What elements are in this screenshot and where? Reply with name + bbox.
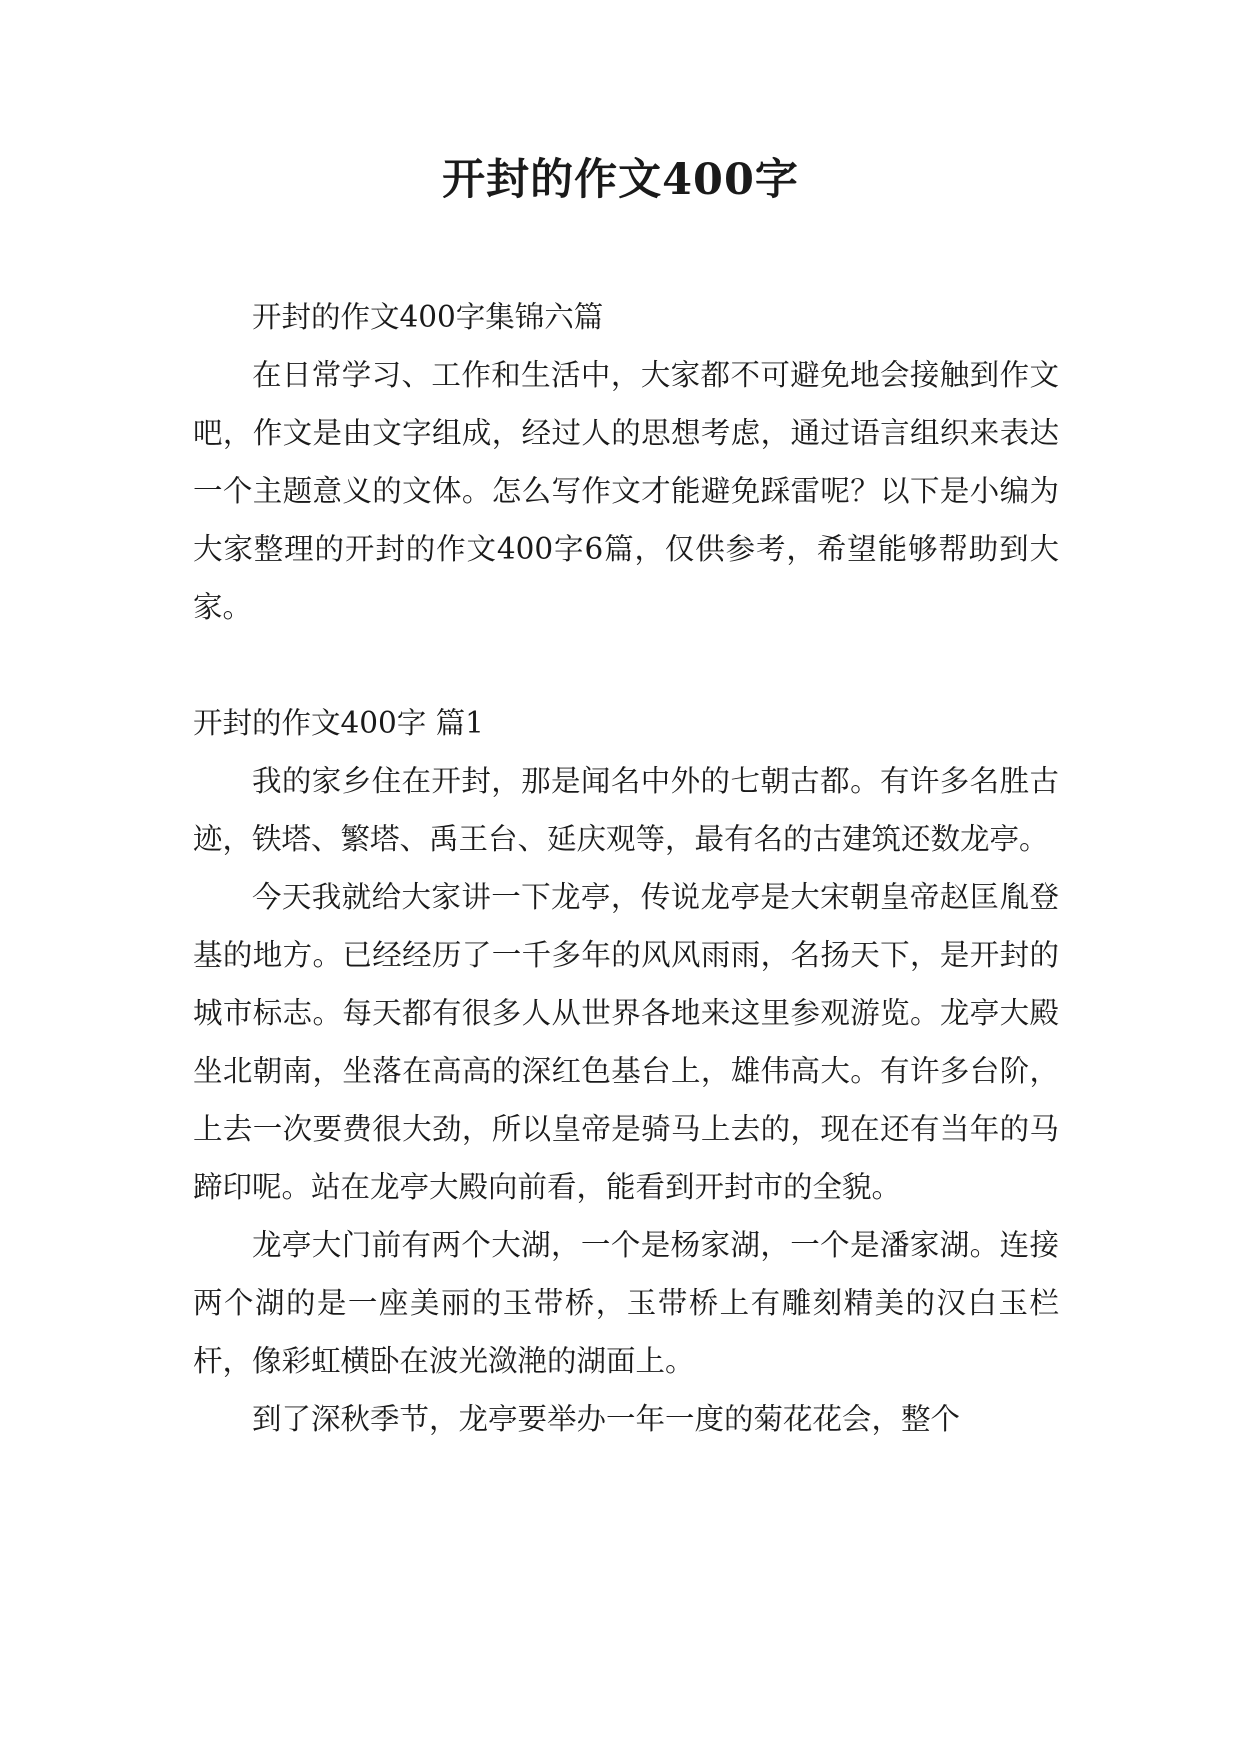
section-spacer (193, 636, 1059, 694)
section-heading: 开封的作文400字 篇1 (193, 706, 484, 740)
document-title: 开封的作文400字 (442, 155, 799, 205)
body-paragraph-1: 我的家乡住在开封，那是闻名中外的七朝古都。有许多名胜古迹，铁塔、繁塔、禹王台、延庆观等，最有名的古建筑还数龙亭。 (193, 764, 1059, 856)
body-paragraph-2: 今天我就给大家讲一下龙亭，传说龙亭是大宋朝皇帝赵匡胤登基的地方。已经经历了一千多年的风风雨雨，名扬天下，是开封的城市标志。每天都有很多人从世界各地来这里参观游览。龙亭大殿坐北朝南，坐落在高高的深红色基台上，雄伟高大。有许多台阶，上去一次要费很大劲，所以皇帝是骑马上去的，现在还有当年的马蹄印呢。站在龙亭大殿向前看，能看到开封市的全貌。 (193, 880, 1059, 1204)
body-paragraph-4: 到了深秋季节，龙亭要举办一年一度的菊花花会，整个 (252, 1402, 961, 1436)
body-paragraph-3: 龙亭大门前有两个大湖，一个是杨家湖，一个是潘家湖。连接两个湖的是一座美丽的玉带桥，玉带桥上有雕刻精美的汉白玉栏杆，像彩虹横卧在波光潋滟的湖面上。 (193, 1228, 1059, 1378)
intro-paragraph: 在日常学习、工作和生活中，大家都不可避免地会接触到作文吧，作文是由文字组成，经过人的思想考虑，通过语言组织来表达一个主题意义的文体。怎么写作文才能避免踩雷呢？以下是小编为大家整理的开封的作文400字6篇，仅供参考，希望能够帮助到大家。 (193, 358, 1059, 624)
subtitle: 开封的作文400字集锦六篇 (252, 300, 604, 334)
document-body (193, 288, 1059, 1448)
